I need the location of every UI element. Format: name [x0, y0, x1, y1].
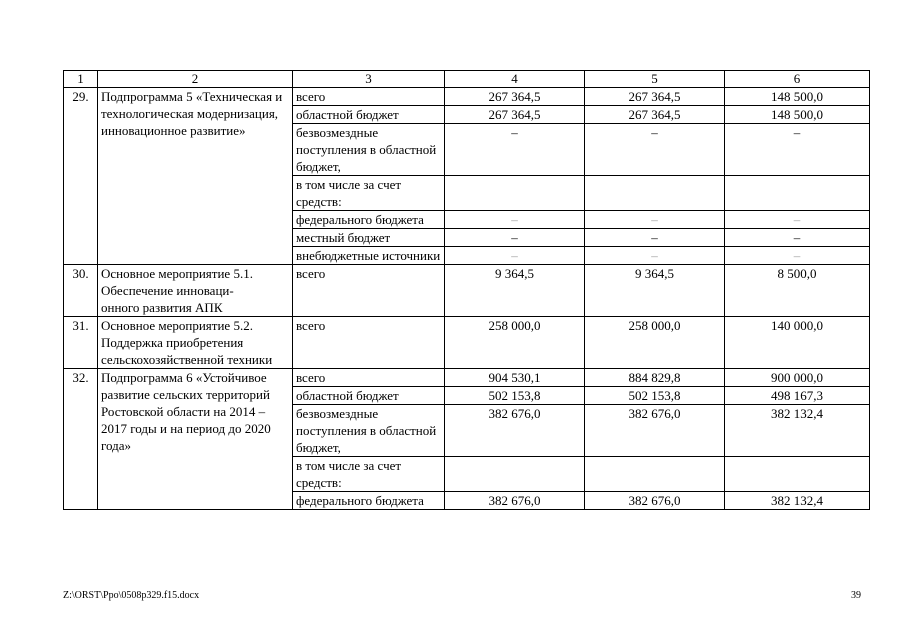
- column-header: 6: [725, 71, 870, 88]
- row-number: 30.: [64, 265, 98, 317]
- budget-table: [63, 70, 870, 510]
- value-cell: 267 364,5: [445, 88, 585, 106]
- row-number: 32.: [64, 369, 98, 510]
- funding-label: всего: [293, 369, 445, 387]
- funding-label: всего: [293, 265, 445, 317]
- file-path: Z:\ORST\Ppo\0508p329.f15.docx: [63, 590, 200, 601]
- value-cell: –: [725, 211, 870, 229]
- funding-label: в том числе за счет средств:: [293, 176, 445, 211]
- value-cell: 900 000,0: [725, 369, 870, 387]
- value-cell: 884 829,8: [585, 369, 725, 387]
- column-header: 3: [293, 71, 445, 88]
- value-cell: –: [585, 247, 725, 265]
- measure-title: Основное мероприятие 5.2. Поддержка приобретения сельскохозяйственной техники: [98, 317, 293, 369]
- funding-label: федерального бюджета: [293, 211, 445, 229]
- table-row: [64, 265, 870, 317]
- value-cell: [585, 176, 725, 211]
- row-number: 29.: [64, 88, 98, 265]
- value-cell: 148 500,0: [725, 106, 870, 124]
- value-cell: 267 364,5: [585, 88, 725, 106]
- value-cell: 904 530,1: [445, 369, 585, 387]
- funding-label: всего: [293, 88, 445, 106]
- value-cell: 502 153,8: [585, 387, 725, 405]
- value-cell: –: [445, 124, 585, 176]
- funding-label: внебюджетные источники: [293, 247, 445, 265]
- value-cell: 382 676,0: [585, 405, 725, 457]
- value-cell: –: [445, 247, 585, 265]
- table-row: [64, 317, 870, 369]
- title-line: онного развития АПК: [101, 300, 223, 315]
- measure-title: [98, 265, 293, 317]
- value-cell: –: [585, 211, 725, 229]
- value-cell: –: [445, 211, 585, 229]
- value-cell: 382 132,4: [725, 492, 870, 510]
- value-cell: [725, 457, 870, 492]
- value-cell: –: [585, 229, 725, 247]
- value-cell: 498 167,3: [725, 387, 870, 405]
- page-number: 39: [851, 590, 861, 601]
- value-cell: 258 000,0: [585, 317, 725, 369]
- value-cell: [725, 176, 870, 211]
- value-cell: 258 000,0: [445, 317, 585, 369]
- value-cell: 148 500,0: [725, 88, 870, 106]
- value-cell: 8 500,0: [725, 265, 870, 317]
- value-cell: [445, 457, 585, 492]
- table-row: [64, 88, 870, 106]
- value-cell: [585, 457, 725, 492]
- value-cell: 9 364,5: [445, 265, 585, 317]
- value-cell: [445, 176, 585, 211]
- table-header-row: [64, 71, 870, 88]
- title-line: Основное мероприятие 5.1.: [101, 266, 253, 281]
- funding-label: федерального бюджета: [293, 492, 445, 510]
- column-header: 4: [445, 71, 585, 88]
- value-cell: 9 364,5: [585, 265, 725, 317]
- table-row: [64, 369, 870, 387]
- value-cell: 267 364,5: [585, 106, 725, 124]
- value-cell: –: [585, 124, 725, 176]
- column-header: 1: [64, 71, 98, 88]
- row-number: 31.: [64, 317, 98, 369]
- value-cell: 382 676,0: [585, 492, 725, 510]
- title-line: Обеспечение инноваци-: [101, 283, 234, 298]
- funding-label: областной бюджет: [293, 106, 445, 124]
- value-cell: –: [725, 229, 870, 247]
- column-header: 2: [98, 71, 293, 88]
- value-cell: 382 132,4: [725, 405, 870, 457]
- value-cell: –: [725, 124, 870, 176]
- funding-label: всего: [293, 317, 445, 369]
- value-cell: 382 676,0: [445, 492, 585, 510]
- funding-label: местный бюджет: [293, 229, 445, 247]
- value-cell: –: [445, 229, 585, 247]
- funding-label: областной бюджет: [293, 387, 445, 405]
- value-cell: 502 153,8: [445, 387, 585, 405]
- value-cell: 382 676,0: [445, 405, 585, 457]
- program-title: Подпрограмма 5 «Техническая и технологическая модернизация, инновационное развитие»: [98, 88, 293, 265]
- value-cell: 140 000,0: [725, 317, 870, 369]
- value-cell: 267 364,5: [445, 106, 585, 124]
- funding-label: в том числе за счет средств:: [293, 457, 445, 492]
- funding-label: безвозмездные поступления в областной бюджет,: [293, 405, 445, 457]
- value-cell: –: [725, 247, 870, 265]
- funding-label: безвозмездные поступления в областной бюджет,: [293, 124, 445, 176]
- column-header: 5: [585, 71, 725, 88]
- program-title: Подпрограмма 6 «Устойчивое развитие сельских территорий Ростовской области на 2014 – 2017 годы и на период до 2020 года»: [98, 369, 293, 510]
